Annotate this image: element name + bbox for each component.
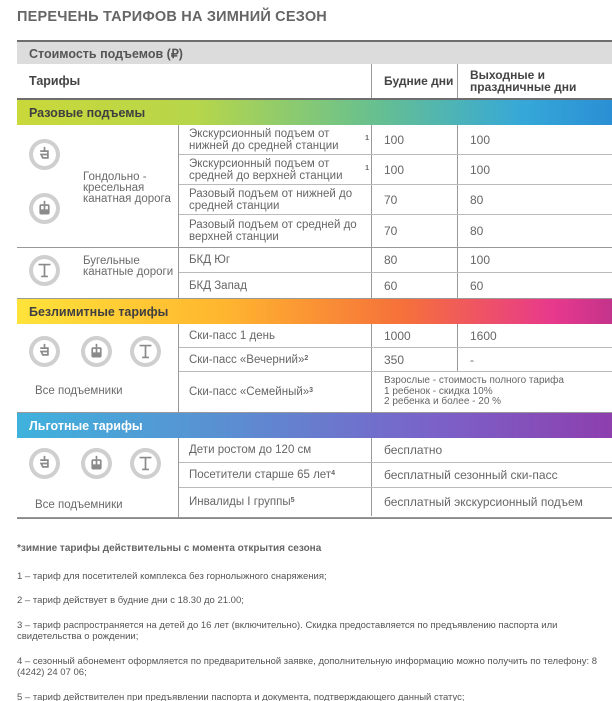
tariff-table bbox=[17, 40, 612, 519]
footnote-4: 4 – сезонный абонемент оформляется по предварительной заявке, дополнительную информацию можно получить по телефону: 8 (4242) 24 07 06; bbox=[17, 655, 598, 678]
page-title: ПЕРЕЧЕНЬ ТАРИФОВ НА ЗИМНИЙ СЕЗОН bbox=[17, 9, 327, 25]
table-row: Посетители старше 65 лет $^4$ бесплатный сезонный ски-пасс bbox=[179, 463, 612, 488]
group-discount-lifts bbox=[17, 438, 179, 517]
chairlift-icon bbox=[29, 336, 60, 367]
section-discount: Льготные тарифы bbox=[17, 413, 612, 438]
group-discount bbox=[17, 438, 612, 518]
footnote-2: 2 – тариф действует в будние дни с 18.30 до 21.00; bbox=[17, 595, 244, 606]
family-note: Взрослые - стоимость полного тарифа 1 ребенок - скидка 10% 2 ребенка и более - 20 % bbox=[371, 372, 612, 412]
group-unlimited bbox=[17, 324, 612, 413]
footnote-season: *зимние тарифы действительны с момента открытия сезона bbox=[17, 543, 322, 554]
footnote-1: 1 – тариф для посетителей комплекса без горнолыжного снаряжения; bbox=[17, 570, 327, 582]
footnote-5: 5 – тариф действителен при предъявлении паспорта и документа, подтверждающего данный статус; bbox=[17, 691, 465, 701]
table-row: Ски-пасс «Вечерний» $^2$ 350 - bbox=[179, 348, 612, 372]
header-weekends: Выходные и праздничные дни bbox=[457, 64, 612, 98]
table-row: Экскурсионный подъем от нижней до средней станции $^1$ 100 100 bbox=[179, 125, 612, 155]
table-row: Ски-пасс 1 день 1000 1600 bbox=[179, 324, 612, 348]
gondola-icon bbox=[81, 336, 112, 367]
gondola-icon bbox=[29, 193, 60, 224]
table-row: БКД Юг 80 100 bbox=[179, 248, 612, 273]
chairlift-icon bbox=[29, 139, 60, 170]
table-row: Дети ростом до 120 см бесплатно bbox=[179, 438, 612, 463]
t-bar-icon bbox=[29, 255, 60, 286]
chairlift-icon bbox=[29, 448, 60, 479]
header-weekdays: Будние дни bbox=[371, 64, 457, 98]
table-row: БКД Запад 60 60 bbox=[179, 273, 612, 298]
group-tbar-lifts bbox=[17, 248, 179, 298]
group-unlimited-lifts bbox=[17, 324, 179, 412]
cost-row: Стоимость подъемов (₽) bbox=[17, 40, 612, 64]
header-tariffs: Тарифы bbox=[29, 74, 81, 88]
table-row: Разовый подъем от средней до верхней станции 70 80 bbox=[179, 215, 612, 247]
table-row: Инвалиды I группы $^5$ бесплатный экскурсионный подъем bbox=[179, 488, 612, 516]
t-bar-icon bbox=[130, 448, 161, 479]
gondola-icon bbox=[81, 448, 112, 479]
table-header bbox=[17, 64, 612, 100]
table-row: Экскурсионный подъем от средней до верхней станции $^1$ 100 100 bbox=[179, 155, 612, 185]
group-gondola bbox=[17, 125, 612, 248]
tbar-label: Бугельные канатные дороги bbox=[83, 255, 174, 278]
section-unlimited: Безлимитные тарифы bbox=[17, 299, 612, 324]
all-lifts-label: Все подъемники bbox=[35, 385, 123, 397]
footnotes bbox=[17, 543, 607, 701]
group-tbar bbox=[17, 248, 612, 299]
table-row: Ски-пасс «Семейный» $^3$ Взрослые - стоимость полного тарифа 1 ребенок - скидка 10% 2 ребенка и более - 20 % bbox=[179, 372, 612, 412]
group-gondola-lifts bbox=[17, 125, 179, 247]
table-row: Разовый подъем от нижней до средней станции 70 80 bbox=[179, 185, 612, 215]
footnote-3: 3 – тариф распространяется на детей до 16 лет (включительно). Скидка предоставляется по предъявлению паспорта или свидетельства о рождении; bbox=[17, 619, 558, 642]
all-lifts-label: Все подъемники bbox=[35, 499, 123, 511]
section-single: Разовые подъемы bbox=[17, 100, 612, 125]
gondola-label: Гондольно - кресельная канатная дорога bbox=[83, 171, 171, 205]
t-bar-icon bbox=[130, 336, 161, 367]
